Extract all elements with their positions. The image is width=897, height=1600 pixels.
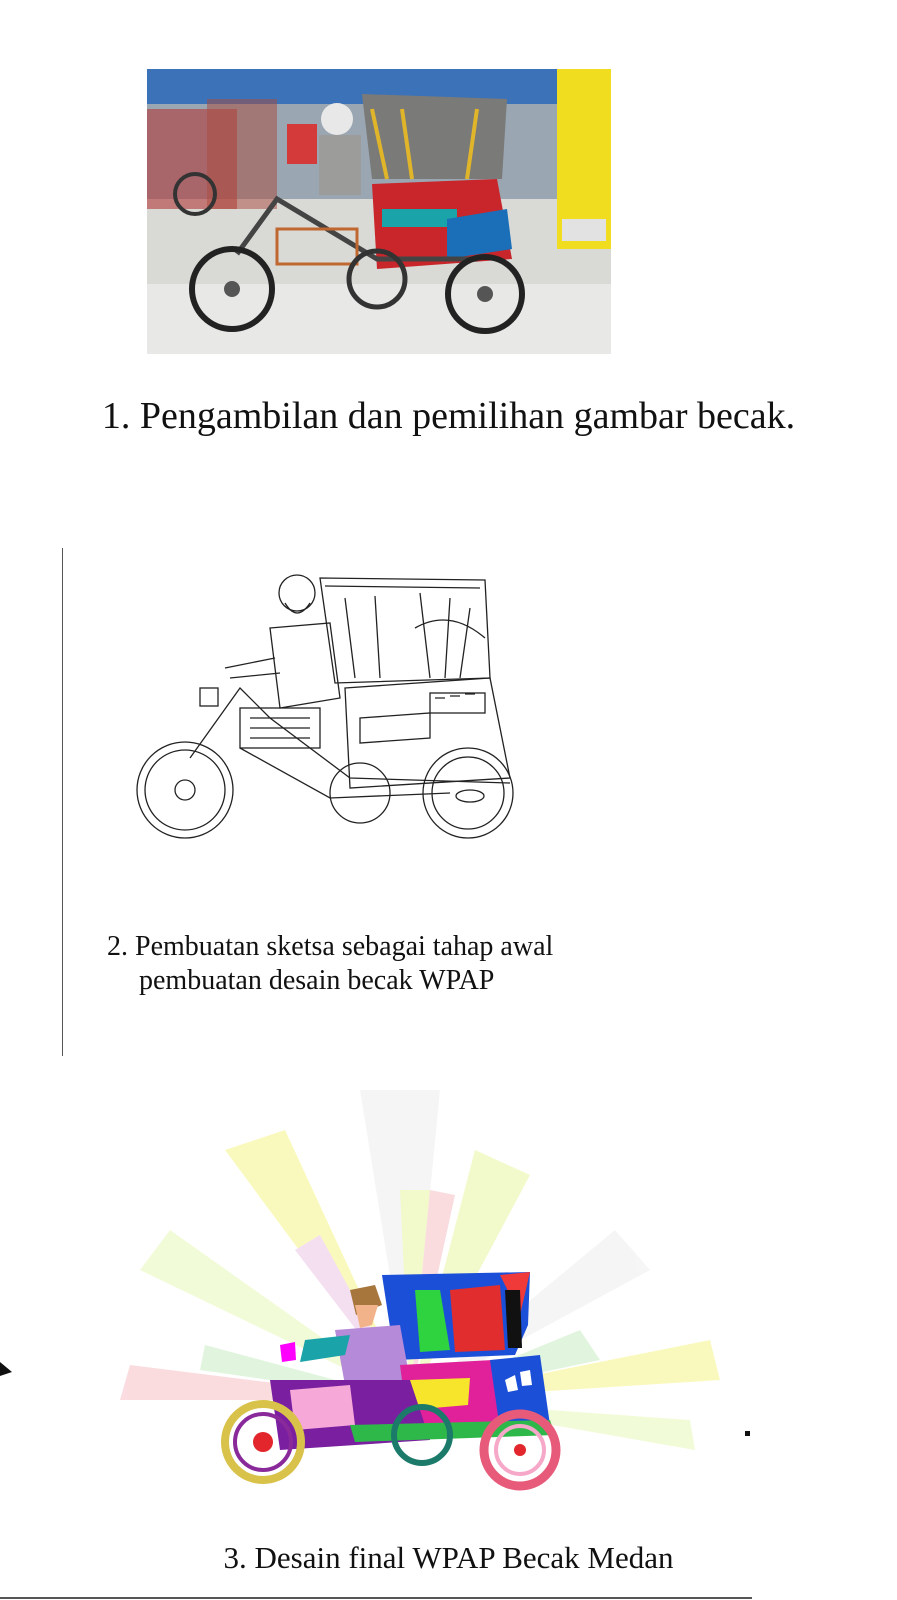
step2-caption-line2: pembuatan desain becak WPAP [139,965,495,996]
becak-photo [147,69,611,354]
becak-sketch-icon [130,568,530,863]
vertical-divider [62,548,63,1056]
step3-caption: 3. Desain final WPAP Becak Medan [223,1540,674,1575]
step1-caption: 1. Pengambilan dan pemilihan gambar becak. [101,395,796,437]
step2-caption [107,930,553,998]
becak-wpap-icon [110,1080,750,1520]
becak-sketch [130,568,530,863]
bottom-divider [0,1597,752,1599]
becak-photo-icon [147,69,611,354]
step2-caption-line1: 2. Pembuatan sketsa sebagai tahap awal [107,931,554,962]
left-arrow-mark [0,1362,12,1376]
becak-wpap [110,1080,750,1520]
